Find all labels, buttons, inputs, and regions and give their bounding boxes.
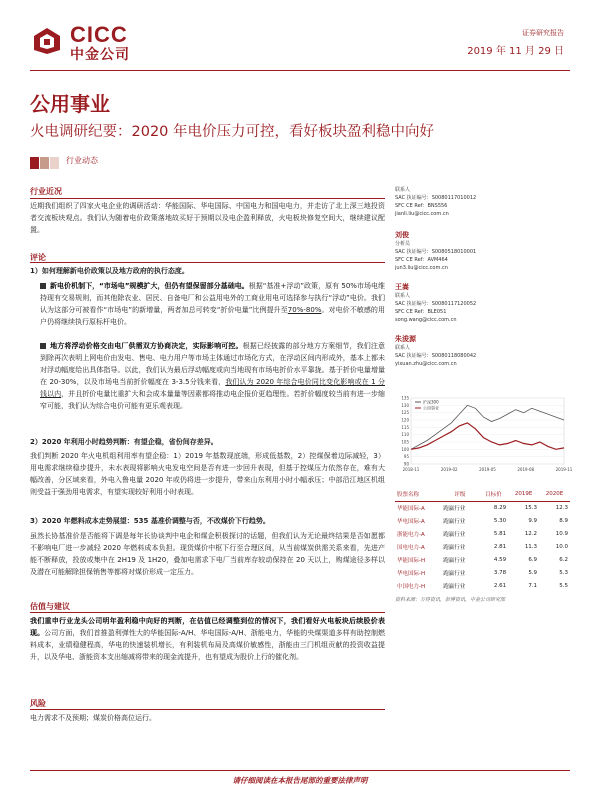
table-cell: 跑赢行业 (443, 518, 466, 525)
tag-color-bar (30, 154, 60, 166)
valuation-text: 公司方面，我们首推盈利弹性大的华能国际-A/H、华电国际-A/H、浙能电力，华能的央煤渠道多样有助控制燃料成本，业绩稳健程高，华电的快速装机增长，有利装机布局及高煤价敏感性，浙能由三门机组贡献的投资收益提升，以及华电、浙能资本支出缩减将带来的现金流提升，也有望成为股价上行的催化剂。 (30, 629, 386, 661)
brand-name-cn: 中金公司 (70, 47, 130, 63)
section-title-valuation: 估值与建议 (30, 602, 70, 611)
analyst-ce: SFC CE Ref：BNS556 (395, 203, 448, 209)
analyst-name: 刘俊 (395, 231, 409, 239)
y-tick-label: 95 (403, 454, 409, 460)
y-tick-label: 120 (401, 417, 409, 423)
y-tick-label: 115 (401, 424, 409, 430)
table-cell: 2.81 (493, 543, 507, 550)
y-tick-label: 135 (401, 395, 409, 401)
x-tick-label: 2019-08 (517, 467, 535, 472)
table-cell: 8.9 (559, 517, 568, 524)
bullet-2-text: 根据已经披露的部分地方方案细节，我们注意到除再次表明上网电价由发电、售电、电力用户等市场主体通过市场化方式，在浮动区间内形成外，基本上都未对浮动幅度给出具体指导。以此，我们认为最后浮动幅度或向当地现有市场电折价水平靠拢。基于折价电量增量在 20-30%，以及市场电当前折价幅度在 3-3.5分钱来看， (40, 342, 386, 386)
report-date: 2019 年 11 月 29 日 (467, 46, 564, 57)
question-3: 3）2020 年燃料成本走势展望：535 基准价调整与否，不改煤价下行趋势。 (30, 517, 270, 525)
analyst-email[interactable]: song.wang@cicc.com.cn (395, 317, 457, 323)
x-tick-label: 2019-05 (479, 467, 496, 472)
section-rule (30, 612, 385, 613)
bullet-1-text-end: 。对电价不敏感的用户仍将继续执行原标杆电价。 (40, 306, 385, 326)
table-cell: 5.81 (493, 530, 507, 537)
table-cell: 跑赢行业 (443, 557, 466, 564)
y-tick-label: 130 (401, 402, 409, 408)
analyst-card (395, 334, 570, 380)
x-tick-label: 2019-11 (555, 467, 573, 472)
analyst-card (395, 230, 570, 282)
analyst-card (395, 282, 570, 334)
stock-name-cell: 中国电力-H (397, 583, 426, 590)
section-title-recent: 行业近况 (30, 187, 62, 196)
industry-title: 公用事业 (30, 92, 110, 116)
table-cell: 8.29 (493, 504, 507, 511)
footer-divider (30, 770, 570, 771)
table-cell: 跑赢行业 (443, 505, 466, 512)
risk-paragraph: 电力需求不及预期；煤炭价格高位运行。 (30, 714, 156, 722)
table-header-cell: 2019E (508, 488, 539, 501)
stock-name-cell: 国电电力-A (397, 544, 425, 551)
analyst-email[interactable]: jun3.liu@cicc.com.cn (395, 265, 448, 271)
bullet-1 (40, 280, 385, 328)
section-title-risk: 风险 (30, 699, 46, 708)
table-cell: 5.9 (528, 569, 538, 576)
table-row (395, 553, 570, 566)
table-row (395, 579, 570, 592)
analyst-name: 王嵩 (395, 283, 409, 291)
table-cell: 10.0 (555, 543, 568, 550)
table-cell: 10.9 (555, 530, 568, 537)
bullet-2-text-end: ，并且折价电量比重扩大和会成本量量等因素都将推动电企报价更趋理性。若折价幅度较当前有进一步缩窄可能，我们认为综合电价可能有更乐观表现。 (40, 390, 385, 410)
question-1: 1）如何理解新电价政策以及地方政府的执行态度。 (30, 267, 189, 275)
table-cell: 6.2 (559, 556, 568, 563)
stock-name-cell: 华能国际-H (397, 557, 426, 564)
rating-table (395, 488, 570, 592)
table-row (395, 501, 570, 514)
bullet-marker (40, 343, 46, 349)
question-2-text: 我们判断 2020 年火电机组利用率有望企稳：1）2019 年基数现底端，形成低基数，2）控煤保着边际减轻，3）用电需求继续稳步提升，未水表现将影响火电发电空间是否有进一步回升表现，但基于控煤压力依然存在，难有大幅改善，分区域来看，外电入鲁电量 2020 年或仍将进一步提升，带来山东利用小时小幅承压；中部沿江地区机组则受益于强劲用电需求，有望实现较好利用小时表现。 (30, 452, 385, 496)
analyst-email[interactable]: jianli.liu@cicc.com.cn (395, 211, 449, 217)
report-headline: 火电调研纪要：2020 年电价压力可控，看好板块盈利稳中向好 (30, 124, 435, 140)
recent-paragraph: 近期我们组织了四家火电企业的调研活动：华能国际、华电国际、中国电力和国电电力，并走访了北上深三地投资者交流板块观点。我们认为随着电价政策落地故买好于预期以及电企盈利释放，火电板块修复空间大，继续建议配置。 (30, 202, 385, 234)
bullet-1-text: 根据“基准+浮动”政策，原有 50%市场电维持现有交易规则，而其他除农业、居民、自备电厂和公益用电外的工商业用电可选择参与执行“浮动”电价。我们认为这部分可被看作“市场电”的新增量，两者加总可转变“折价电量”比例提升至 (40, 282, 385, 314)
brand-name-en: CICC (70, 22, 128, 47)
x-tick-label: 2019-02 (440, 467, 458, 472)
bullet-2-lead: 地方将浮动价格交由电厂供需双方协商决定，实际影响可控。 (50, 342, 243, 350)
table-cell: 9.9 (528, 517, 538, 524)
table-cell: 3.78 (493, 569, 507, 576)
table-cell: 12.3 (555, 504, 568, 511)
stock-name-cell: 浙能电力-A (397, 531, 425, 538)
stock-name-cell: 华电国际-H (397, 570, 426, 577)
legend-label: 沪深300 (423, 399, 439, 405)
analyst-role: 联系人 (395, 345, 411, 351)
header-divider (30, 70, 570, 71)
table-cell: 跑赢行业 (443, 544, 466, 551)
question-2: 2）2020 年利用小时趋势判断：有望企稳，省份间存差异。 (30, 438, 218, 446)
table-row (395, 566, 570, 579)
table-header-cell: 2020E (539, 488, 570, 501)
bullet-marker (40, 283, 46, 289)
analyst-sac: SAC 执证编号：S0080117120052 (395, 301, 477, 307)
table-header-row (395, 488, 570, 501)
table-cell: 4.59 (493, 556, 507, 563)
table-header-cell: 评级 (441, 488, 478, 501)
analyst-sac: SAC 执证编号：S0080518010001 (395, 249, 477, 255)
table-source: 资料来源：万得资讯，彭博资讯，中金公司研究部 (395, 597, 506, 603)
table-cell: 5.30 (493, 517, 507, 524)
bullet-1-lead: 新电价机制下，“市场电”规模扩大，但仍有望保留部分基础电。 (50, 282, 249, 290)
table-row (395, 540, 570, 553)
series-line-sector (411, 423, 564, 449)
performance-chart (395, 392, 573, 480)
table-cell: 跑赢行业 (443, 570, 466, 577)
valuation-lead: 我们重申行业龙头公司明年盈利稳中向好的判断，在估值已经调整到位的情况下，我们看好火电板块后续股价表现。 (30, 617, 385, 637)
section-rule (30, 709, 385, 710)
analyst-sac: SAC 执证编号：S0080117010012 (395, 195, 477, 201)
table-row (395, 527, 570, 540)
analyst-email[interactable]: yixuan.zhu@cicc.com.cn (395, 361, 457, 367)
table-cell: 5.3 (559, 569, 568, 576)
y-tick-label: 100 (401, 446, 409, 452)
table-cell: 15.3 (524, 504, 538, 511)
cicc-logo-icon (30, 26, 64, 56)
y-tick-label: 110 (401, 432, 409, 438)
section-rule (30, 198, 385, 199)
analyst-ce: SFC CE Ref：BLE051 (395, 309, 447, 315)
report-type: 证券研究报告 (522, 29, 564, 37)
table-cell: 跑赢行业 (443, 531, 466, 538)
analyst-role: 联系人 (395, 293, 411, 299)
y-tick-label: 125 (401, 410, 409, 416)
bullet-2-underline: 我们认为 2020 年综合电价同比变化影响或在 1 分钱以内 (40, 378, 385, 398)
analyst-role: 分析员 (395, 241, 411, 247)
analyst-name: 朱浚源 (395, 335, 416, 343)
table-row (395, 514, 570, 527)
stock-name-cell: 华能国际-A (397, 505, 425, 512)
table-cell: 2.61 (493, 582, 507, 589)
table-cell: 跑赢行业 (443, 583, 466, 590)
x-tick-label: 2018-11 (402, 467, 420, 472)
table-header-cell: 股票名称 (395, 488, 441, 501)
bullet-2 (40, 340, 385, 412)
legal-footer: 请仔细阅读在本报告尾部的重要法律声明 (232, 776, 368, 785)
table-cell: 7.1 (528, 582, 538, 589)
analyst-sac: SAC 执证编号：S0080118080042 (395, 353, 477, 359)
bullet-1-underline: 70%-80% (287, 306, 322, 314)
valuation-paragraph (30, 615, 385, 663)
table-cell: 11.3 (524, 543, 538, 550)
question-3-text: 虽然长协基准价是否能将下调是每年长协谈判中电企和煤企积极探讨的话题，但我们认为无论最终结果是否如愿都不影响电厂进一步减轻 2020 年燃料成本负担。现货煤价中枢下行至合理区间，从当前煤炭供需关系来看，先进产能不断释放，投放或集中在 2H19 及 1H20，叠加电需求下电厂当前库存较动保持在 20 天以上，购煤途径多样以及潜在可能解除担保销售等都将对煤价形成一定压力。 (30, 532, 385, 576)
table-cell: 12.2 (524, 530, 538, 537)
y-tick-label: 105 (401, 439, 409, 445)
analyst-list (395, 186, 570, 380)
section-rule (30, 262, 385, 263)
analyst-card (395, 186, 570, 230)
legend-label: 公用事业 (423, 405, 439, 411)
y-tick-label: 90 (403, 461, 409, 467)
analyst-role: 联系人 (395, 187, 411, 193)
table-cell: 6.9 (528, 556, 538, 563)
stock-name-cell: 华电国际-A (397, 518, 425, 525)
report-tag: 行业动态 (66, 156, 98, 165)
table-header-cell: 目标价 (479, 488, 509, 501)
analyst-ce: SFC CE Ref：AVM464 (395, 257, 448, 263)
table-cell: 5.5 (559, 582, 568, 589)
section-title-review: 评论 (30, 253, 46, 262)
